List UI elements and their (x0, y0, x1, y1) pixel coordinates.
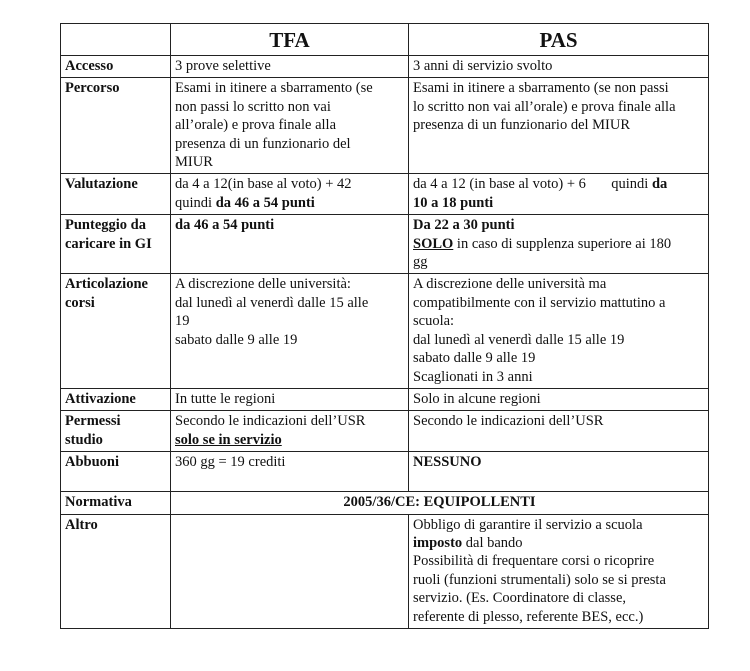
text-plain: dal bando (462, 534, 523, 551)
pas-cell: NESSUNO (409, 452, 709, 492)
pas-cell (409, 274, 709, 388)
row-label: Normativa (61, 492, 171, 514)
pas-cell (409, 78, 709, 174)
tfa-cell: da 46 a 54 punti (171, 215, 409, 274)
text-line: da 4 a 12(in base al voto) + 42 (175, 176, 352, 193)
pas-cell: Solo in alcune regioni (409, 388, 709, 410)
row-label: Percorso (61, 78, 171, 174)
text-line: Esami in itinere a sbarramento (se non passi (413, 80, 669, 97)
text-line: scuola: (413, 313, 455, 330)
text-line: sabato dalle 9 alle 19 (413, 350, 536, 367)
text-line: presenza di un funzionario del MIUR (413, 117, 631, 134)
text-line: A discrezione delle università ma (413, 276, 607, 293)
text-line: 19 (175, 313, 190, 330)
row-label: Accesso (61, 56, 171, 78)
row-label (61, 274, 171, 388)
text-line: presenza di un funzionario del (175, 135, 351, 152)
label-line: studio (65, 431, 103, 448)
row-label (61, 411, 171, 452)
text-line: dal lunedì al venerdì dalle 15 alle 19 (413, 331, 625, 348)
header-tfa: TFA (171, 24, 409, 56)
label-line: caricare in GI (65, 235, 152, 252)
text-line (175, 431, 404, 449)
label-line: Articolazione (65, 276, 148, 293)
pas-cell (409, 215, 709, 274)
row-articolazione (61, 274, 709, 388)
text-line: dal lunedì al venerdì dalle 15 alle (175, 294, 369, 311)
row-altro (61, 514, 709, 628)
text-line: all’orale) e prova finale alla (175, 117, 337, 134)
text-line: compatibilmente con il servizio mattutino a (413, 294, 666, 311)
text-line: Esami in itinere a sbarramento (se (175, 80, 373, 97)
row-abbuoni (61, 452, 709, 492)
label-line: Permessi (65, 413, 121, 430)
tfa-cell (171, 174, 409, 215)
text-line: non passi lo scritto non vai (175, 98, 331, 115)
row-label: Attivazione (61, 388, 171, 410)
tfa-cell (171, 411, 409, 452)
text-line: A discrezione delle università: (175, 276, 351, 293)
row-accesso (61, 56, 709, 78)
row-label (61, 215, 171, 274)
tfa-cell: 360 gg = 19 crediti (171, 452, 409, 492)
text-line: referente di plesso, referente BES, ecc.) (413, 608, 644, 625)
row-punteggio (61, 215, 709, 274)
pas-cell (409, 174, 709, 215)
header-blank (61, 24, 171, 56)
text-line: servizio. (Es. Coordinatore di classe, (413, 590, 627, 607)
text-line: Da 22 a 30 punti (413, 217, 515, 234)
text-line: MIUR (175, 154, 213, 171)
comparison-table (60, 23, 709, 629)
label-line: corsi (65, 294, 95, 311)
text-line: Secondo le indicazioni dell’USR (175, 413, 366, 430)
row-normativa (61, 492, 709, 514)
tfa-cell (171, 514, 409, 628)
text-line: Obbligo di garantire il servizio a scuola (413, 516, 643, 533)
pas-cell: Secondo le indicazioni dell’USR (409, 411, 709, 452)
row-permessi (61, 411, 709, 452)
document (60, 23, 708, 629)
label-line: Punteggio da (65, 217, 146, 234)
text-line: ruoli (funzioni strumentali) solo se si presta (413, 571, 666, 588)
text-bold-underline: solo se in servizio (175, 431, 282, 448)
text-line: 10 a 18 punti (413, 194, 494, 211)
row-label: Abbuoni (61, 452, 171, 492)
tfa-cell: In tutte le regioni (171, 388, 409, 410)
row-valutazione (61, 174, 709, 215)
row-attivazione (61, 388, 709, 410)
text-line (413, 175, 704, 193)
text-bold: da 46 a 54 punti (215, 194, 315, 211)
text-line (413, 235, 704, 253)
text-plain: quindi (175, 194, 216, 211)
text-plain: da 4 a 12 (in base al voto) + 6 quindi (413, 176, 652, 193)
row-percorso (61, 78, 709, 174)
pas-cell (409, 514, 709, 628)
text-line: Scaglionati in 3 anni (413, 368, 533, 385)
text-line: lo scritto non vai all’orale) e prova finale alla (413, 98, 676, 115)
text-plain: in caso di supplenza superiore ai 180 (453, 235, 672, 252)
text-line: gg (413, 254, 428, 271)
text-bold-underline: SOLO (413, 235, 454, 252)
tfa-cell (171, 274, 409, 388)
text-line: Possibilità di frequentare corsi o ricoprire (413, 553, 655, 570)
tfa-cell: 3 prove selettive (171, 56, 409, 78)
text-bold: imposto (413, 534, 463, 551)
row-label: Altro (61, 514, 171, 628)
normativa-cell: 2005/36/CE: EQUIPOLLENTI (171, 492, 709, 514)
text-line: sabato dalle 9 alle 19 (175, 331, 298, 348)
text-line (413, 534, 704, 552)
header-pas: PAS (409, 24, 709, 56)
text-line (175, 194, 404, 212)
tfa-cell (171, 78, 409, 174)
text-bold: da (651, 176, 668, 193)
pas-cell: 3 anni di servizio svolto (409, 56, 709, 78)
row-label: Valutazione (61, 174, 171, 215)
header-row (61, 24, 709, 56)
